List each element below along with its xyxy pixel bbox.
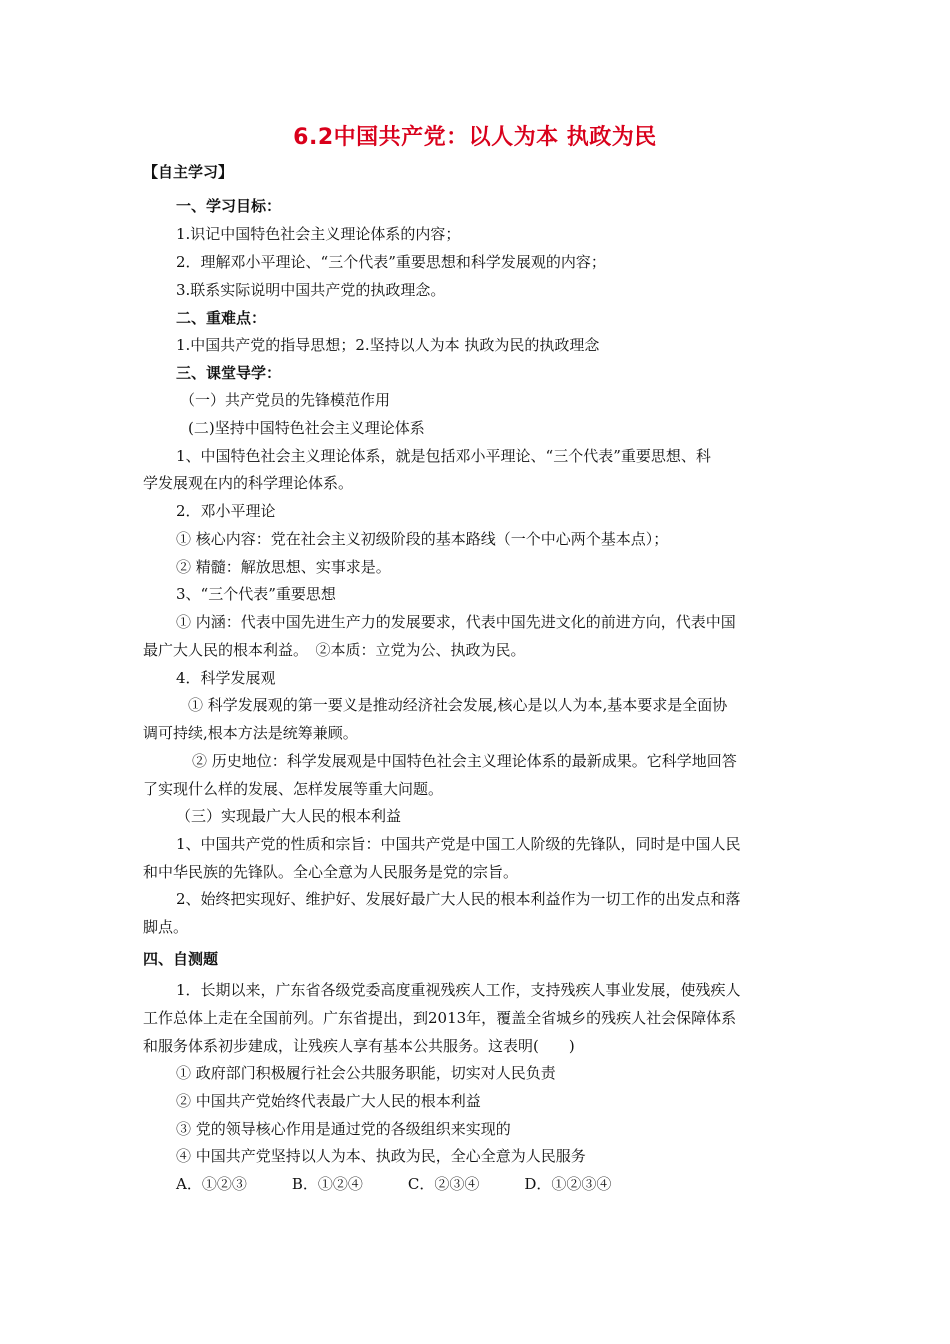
paragraph-2-heading: 2．邓小平理论 [176, 502, 276, 520]
paragraph-5-line-2: 和中华民族的先锋队。全心全意为人民服务是党的宗旨。 [143, 863, 519, 881]
paragraph-3-a-line-1: ① 内涵：代表中国先进生产力的发展要求，代表中国先进文化的前进方向，代表中国 [176, 613, 736, 631]
question-1-line-1: 1．长期以来，广东省各级党委高度重视残疾人工作，支持残疾人事业发展，使残疾人 [176, 981, 741, 999]
page-title: 6.2中国共产党：以人为本 执政为民 [293, 125, 657, 150]
paragraph-3-heading: 3、“三个代表”重要思想 [176, 585, 336, 603]
question-1-option-3: ③ 党的领导核心作用是通过党的各级组织来实现的 [176, 1120, 511, 1138]
paragraph-4-b-line-2: 了实现什么样的发展、怎样发展等重大问题。 [143, 780, 444, 798]
paragraph-5-line-1: 1、中国共产党的性质和宗旨：中国共产党是中国工人阶级的先锋队，同时是中国人民 [176, 835, 741, 853]
goal-3: 3.联系实际说明中国共产党的执政理念。 [176, 281, 446, 299]
paragraph-6-line-1: 2、始终把实现好、维护好、发展好最广大人民的根本利益作为一切工作的出发点和落 [176, 890, 741, 908]
paragraph-6-line-2: 脚点。 [143, 918, 189, 936]
paragraph-4-b-line-1: ② 历史地位：科学发展观是中国特色社会主义理论体系的最新成果。它科学地回答 [192, 752, 737, 770]
guide-3: （三）实现最广大人民的根本利益 [176, 807, 402, 825]
question-1-line-2: 工作总体上走在全国前列。广东省提出，到2013年，覆盖全省城乡的残疾人社会保障体系 [143, 1009, 737, 1027]
paragraph-3-a-line-2: 最广大人民的根本利益。 ②本质：立党为公、执政为民。 [143, 641, 526, 659]
section-self-study: 【自主学习】 [143, 163, 234, 181]
question-1-option-4: ④ 中国共产党坚持以人为本、执政为民，全心全意为人民服务 [176, 1147, 586, 1165]
guide-1: （一）共产党员的先锋模范作用 [180, 391, 391, 409]
question-1-option-1: ① 政府部门积极履行社会公共服务职能，切实对人民负责 [176, 1064, 556, 1082]
paragraph-2-a: ① 核心内容：党在社会主义初级阶段的基本路线（一个中心两个基本点）； [176, 530, 669, 548]
question-1-option-2: ② 中国共产党始终代表最广大人民的根本利益 [176, 1092, 481, 1110]
key-heading: 二、重难点： [176, 309, 267, 327]
question-1-choices: A．①②③ B．①②④ C．②③④ D．①②③④ [176, 1175, 612, 1193]
guide-heading: 三、课堂导学： [176, 364, 282, 382]
paragraph-2-b: ② 精髓：解放思想、实事求是。 [176, 558, 391, 576]
paragraph-1-line-1: 1、中国特色社会主义理论体系，就是包括邓小平理论、“三个代表”重要思想、科 [176, 447, 711, 465]
key-point-1: 1.中国共产党的指导思想；2.坚持以人为本 执政为民的执政理念 [176, 336, 600, 354]
test-heading: 四、自测题 [143, 950, 219, 968]
paragraph-4-a-line-2: 调可持续,根本方法是统筹兼顾。 [143, 724, 358, 742]
paragraph-4-a-line-1: ① 科学发展观的第一要义是推动经济社会发展,核心是以人为本,基本要求是全面协 [188, 696, 728, 714]
goal-2: 2．理解邓小平理论、“三个代表”重要思想和科学发展观的内容； [176, 253, 606, 271]
paragraph-1-line-2: 学发展观在内的科学理论体系。 [143, 474, 354, 492]
goals-heading: 一、学习目标： [176, 197, 282, 215]
question-1-line-3: 和服务体系初步建成，让残疾人享有基本公共服务。这表明( ) [143, 1037, 575, 1055]
guide-2: (二)坚持中国特色社会主义理论体系 [188, 419, 425, 437]
goal-1: 1.识记中国特色社会主义理论体系的内容； [176, 225, 461, 243]
paragraph-4-heading: 4．科学发展观 [176, 669, 276, 687]
